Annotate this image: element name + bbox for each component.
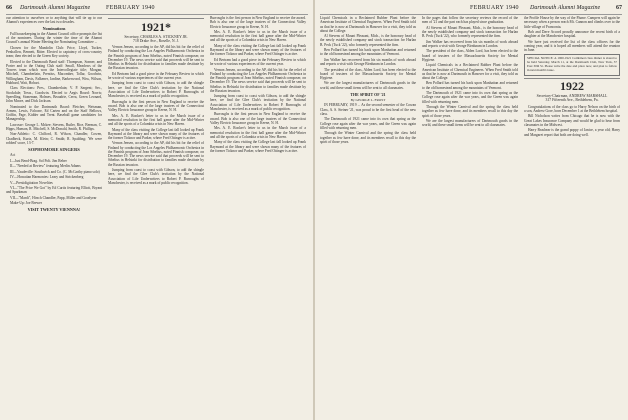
program-item: III—Vaudeville: Southwick and Co. (C. McCarthy piano solo): [10, 169, 100, 174]
program-item: I—Just Bend-Brag. Sol Polt. Jim Reber: [10, 158, 67, 163]
paragraph: In the pages that follow the secretary reviews the record of the men of '21 and the part each has played since graduation.: [422, 16, 518, 25]
paragraph: Liquid Chemicals in a Reclaimed Rubber Plant before the American Institute of Chemical Engineers. When Fred Smith told us that he is now at Dartmouth in Hanover for a visit, they told us about the College.: [422, 63, 518, 80]
left-page-header: [6, 4, 308, 15]
paragraph: We have just received the list of the class officers for the coming year, and it is hoped all members will attend the reunion in June.: [524, 39, 620, 53]
program-item: VII—"Mardi", Hirsch Chandler, Papp, Miller and Goodyear: [10, 195, 97, 200]
issue-month: FEBRUARY 1940: [470, 5, 519, 11]
class-year-heading: 1922: [560, 79, 584, 94]
paragraph: Chosen for the Mandolin Club: Price, Lloyd, Tucker, Penhallow, Bennett, Ritter. Elected to captaincy of cross-country team; then elected to the Green Key society.: [6, 45, 102, 59]
running-title: Dartmouth Alumni Magazine: [20, 5, 91, 11]
class-secretary: Secretary, CHARLES A. STICKNEY JR. 718 Drake Ave., Roselle, N. J.: [124, 34, 188, 43]
paragraph: Mrs. A. E. Rooker's letter to us in the March issue of a memorial resolution in the first ball game after the Mid-Winter and all the sports of a Columbia crisis in New Haven.: [210, 126, 306, 139]
program-item: IV—Hawaiian Harmonies: Leary and Strickenberg: [10, 175, 84, 180]
special-notice: SPECIAL NOTICE: A 1900-1921 Combined class dinner is slated to be held Saturday, March 11, at the Dartmouth Club, New York, 37 East 30th St. Please write the date and place now, and plan to follow in next month's issue.: [524, 54, 620, 75]
paragraph: IN FEBRUARY, 1919 ... As the second semester of the Cowan Class, A. S. Steiner '21, was proud to be the first head of the new class.: [320, 103, 416, 116]
paragraph: Mrs. A. E. Rooker's letter to us in the March issue of a memorial resolution in the first ball game after the Mid-Winter and all the sports of a Columbia crisis in New Haven.: [210, 29, 306, 43]
right-column-1: [320, 16, 416, 416]
divider: [108, 18, 204, 19]
page-number: 66: [6, 5, 12, 11]
section-heading: Nominations: [42, 25, 66, 31]
paragraph: Many of the class visiting the College last fall looked up Frank Raymond at the library and were shown many of the features of the former Ticknor and Parker, where Fred Ottinger is active.: [108, 127, 204, 141]
paragraph: Vernon Jensen, according to the AP, did his bit for the relief of Finland by conducting the Los Angeles Philharmonic Orchestra in the Finnish program of Jean Sibelius, noted Finnish composer, on December 19. The news service said that proceeds will be sent to Sibelius in Helsinki for distribution to families made destitute by the Russian invasion.: [108, 141, 204, 167]
article-title: THE SPIRIT OF '21: [350, 91, 386, 97]
paragraph: Al Stevens of Mount Pleasant, Mich., is the honorary head of the newly established company and stock transaction for Harlan B. Peck (Tuck '22), who formerly represented the firm.: [320, 34, 416, 47]
page-number: 67: [616, 5, 622, 11]
article-byline: By GEORGE L. FROST: [350, 98, 386, 103]
right-page-header: [320, 4, 622, 15]
paragraph: Bill Nicholson writes from Chicago that he is now with the Great Lakes Insurance Company and would be glad to hear from classmates in the Midwest.: [524, 114, 620, 127]
paragraph: Burroughs is the first person in New England to receive the award. Bob is also one of the large trustees of the Connecticut Valley Electric Insurance group in Keene, N. H.: [108, 99, 204, 113]
paragraph: the Profile House by the way of the Flume. Campers will again be necessary when a person reach Mt. Cannon and climbs over to the little village of Franconia.: [524, 16, 620, 29]
paragraph: Jumping from coast to coast with Gibson, to add the shingle here, we find the Glee Club's invitation by the National Association of Life Underwriters to Robert P. Burroughs of Manchester, is received as a mark of public recognition.: [108, 168, 204, 185]
program-item: II—"Needed at Review" featuring Merlin Adams: [10, 164, 81, 169]
paragraph: Ben Pollard has turned his back upon Manhattan and returned to the old homestead among the mountains of Vermont.: [422, 81, 518, 90]
paragraph: Fall housekeeping in the Alumni Council office prompts the list of the nominees. During the winter the time of the Alumni Council's annual Winter Meeting the Nominating Committee ...: [6, 31, 102, 45]
paragraph: Harry Brashear is the grand poppy of Janice, a year old; Harry and Margaret report that both are doing well.: [524, 128, 620, 137]
paragraph: Through the Winter Carnival and the spring the class held together as few have done, and its members recall to this day the spirit of those years.: [320, 131, 416, 144]
paragraph: Liquid Chemicals in a Reclaimed Rubber Plant before the American Institute of Chemical Engineers. When Fred Smith told us that he is now at Dartmouth in Hanover for a visit, they told us about the College.: [320, 16, 416, 33]
program-item: VI—"The Price We Got" by Ed Curtis featuring Elliott, Bryant and Sparkman: [6, 186, 102, 195]
left-column-1: [6, 16, 102, 416]
paragraph: Burroughs is the first person in New England to receive the award. Bob is also one of the large trustees of the Connecticut Valley Electric Insurance group in Keene, N. H.: [210, 112, 306, 125]
paragraph: Mrs. A. E. Rooker's letter to us in the March issue of a memorial resolution in the first ball game after the Mid-Winter and all the sports of a Columbia crisis in New Haven.: [108, 113, 204, 127]
right-column-2: [422, 16, 518, 416]
right-page: [320, 4, 622, 418]
paragraph: Ed Bertram had a good piece in the February Review in which he wrote of various experiences of the current year.: [108, 71, 204, 81]
paragraph: Many of the class visiting the College last fall looked up Frank Raymond at the library and were shown many of the features of the former Ticknor and Parker, where Fred Ottinger is active.: [210, 43, 306, 57]
paragraph: The Dartmouth of 1921 came into its own that spring as the College rose again after the war years, and the Green was again filled with returning men.: [320, 117, 416, 130]
paragraph: Nominated to the Dartmouth Board: Fletcher, Weisman, Armen, Lewis, Falcone, Ed Carten and on the Staff Bellows, Griffin, Page, Kidder and Trent. Baseball game candidates for Managership.: [6, 104, 102, 122]
paragraph: Vernon Jensen, according to the AP, did his bit for the relief of Finland by conducting the Los Angeles Philharmonic Orchestra in the Finnish program of Jean Sibelius, noted Finnish composer, on December 19. The news service said that proceeds will be sent to Sibelius in Helsinki for distribution to families made destitute by the Russian invasion.: [108, 45, 204, 71]
paragraph: Vernon Jensen, according to the AP, did his bit for the relief of Finland by conducting the Los Angeles Philharmonic Orchestra in the Finnish program of Jean Sibelius, noted Finnish composer, on December 19. The news service said that proceeds will be sent to Sibelius in Helsinki for distribution to families made destitute by the Russian invasion.: [210, 67, 306, 93]
program-item: Make-Up: Joe Brewer: [10, 201, 42, 206]
paragraph: Non-Athletic: C. Chilford, R. Wilson, Chandler, Cowen, Chadbeck, Kurtz, M. Klein; C. Smith; R. Spalding; 'We were robbed' score, 13-7.: [6, 132, 102, 145]
paragraph: Class Elections: Pres., Chamberlain; V. P. Sargent; Sec., Stockdale; Treas., Goodwin. Elected to Aegis Board: Norris; Speedling, Stoneman, Holmes, Beaudrie, Cerra, Green Leonard, John Moore, and Dick Jackson.: [6, 86, 102, 104]
paragraph: Jumping from coast to coast with Gibson, to add the shingle here, we find the Glee Club's invitation by the National Association of Life Underwriters to Robert P. Burroughs of Manchester, is received as a mark of public recognition.: [108, 81, 204, 99]
issue-month: FEBRUARY 1940: [106, 5, 155, 11]
visit-banner: VISIT TWENTY VIENNNA!: [27, 207, 81, 213]
left-column-3: [210, 16, 306, 416]
paragraph: Bob and Dave Accord proudly announce the recent birth of a daughter at the Manchester hospital.: [524, 29, 620, 39]
program-item: V—Prestidigitation Novelties: [10, 180, 53, 185]
running-title: Dartmouth Alumni Magazine: [530, 5, 601, 11]
paragraph: We are the largest manufacturers of Dartmouth goods in the world, and these small items will be sent to all classmates.: [422, 119, 518, 128]
paragraph: The president of the class, Alden Lord, has been elected to the board of trustees of the Massachusetts Society for Mental Hygiene.: [422, 49, 518, 62]
paragraph: The president of the class, Alden Lord, has been elected to the board of trustees of the Massachusetts Society for Mental Hygiene.: [320, 67, 416, 80]
paragraph: Ed Bertram had a good piece in the February Review in which he wrote of various experiences of the current year.: [210, 57, 306, 67]
right-column-3: [524, 16, 620, 416]
program-item: Act: [10, 153, 16, 158]
paragraph: We are the largest manufacturers of Dartmouth goods in the world, and these small items will be sent to all classmates.: [320, 81, 416, 90]
class-secretary: Secretary-Chairman, ANDREW MARSHALL 317 Fifteenth Ave., Bethlehem, Pa.: [536, 94, 608, 103]
left-column-2: [108, 16, 204, 416]
paragraph: Ben Pollard has turned his back upon Manhattan and returned to the old homestead among the mountains of Vermont.: [320, 48, 416, 57]
paragraph: Lacrosse: George L. Mckee; Stevens, Butler, Rice, Berman, C. Hipps, Hanson, R. Mitchell, S. McDonald, Smith, R. Phillips.: [6, 122, 102, 131]
paragraph: Elected to the Dartmouth Band staff: Thompson, Sonner, and Porter and to the Outing Club staff: Small, Meadows of the Towers team which won the Intercollegiate title; Morgan, Mitchell, Chamberlain, Prentiss, Macomber, Tollar, Goodwin, Willingham, Davis, Falkener, Jardine, Barkerwood, Wiss, Wilson, Hubbard, Wait, Hobart.: [6, 59, 102, 85]
paragraph: Many of the class visiting the College last fall looked up Frank Raymond at the library and were shown many of the features of the former Ticknor and Parker, where Fred Ottinger is active.: [210, 140, 306, 153]
divider: [524, 78, 620, 79]
paragraph: The Dartmouth of 1921 came into its own that spring as the College rose again after the war years, and the Green was again filled with returning men.: [422, 91, 518, 104]
paragraph: Jim Walker has recovered from his six months of work abroad and reports a visit with George Birnbaum in London.: [320, 57, 416, 67]
left-page: [6, 4, 308, 418]
class-year-heading: 1921*: [141, 19, 171, 34]
paragraph: our attention to ourselves or to anything that will tie up to our Alumni's experiences over the last two decades.: [6, 16, 102, 25]
paragraph: Congratulations of the class go to Harry Nelson on the birth of a son, Andrew Gore, born December 1 at the Bethlehem hospital.: [524, 104, 620, 113]
paragraph: Al Stevens of Mount Pleasant, Mich., is the honorary head of the newly established company and stock transaction for Harlan B. Peck (Tuck '22), who formerly represented the firm.: [422, 25, 518, 39]
paragraph: Jim Walker has recovered from his six months of work abroad and reports a visit with George Birnbaum in London.: [422, 39, 518, 48]
sophomore-singers-heading: SOPHOMORE SINGERS: [28, 147, 80, 153]
paragraph: Through the Winter Carnival and the spring the class held together as few have done, and its members recall to this day the spirit of those years.: [422, 105, 518, 118]
paragraph: Jumping from coast to coast with Gibson, to add the shingle here, we find the Glee Club's invitation by the National Association of Life Underwriters to Robert P. Burroughs of Manchester, is received as a mark of public recognition.: [210, 94, 306, 111]
paragraph: Burroughs is the first person in New England to receive the award. Bob is also one of the large trustees of the Connecticut Valley Electric Insurance group in Keene, N. H.: [210, 16, 306, 29]
page-gutter: [313, 0, 315, 420]
